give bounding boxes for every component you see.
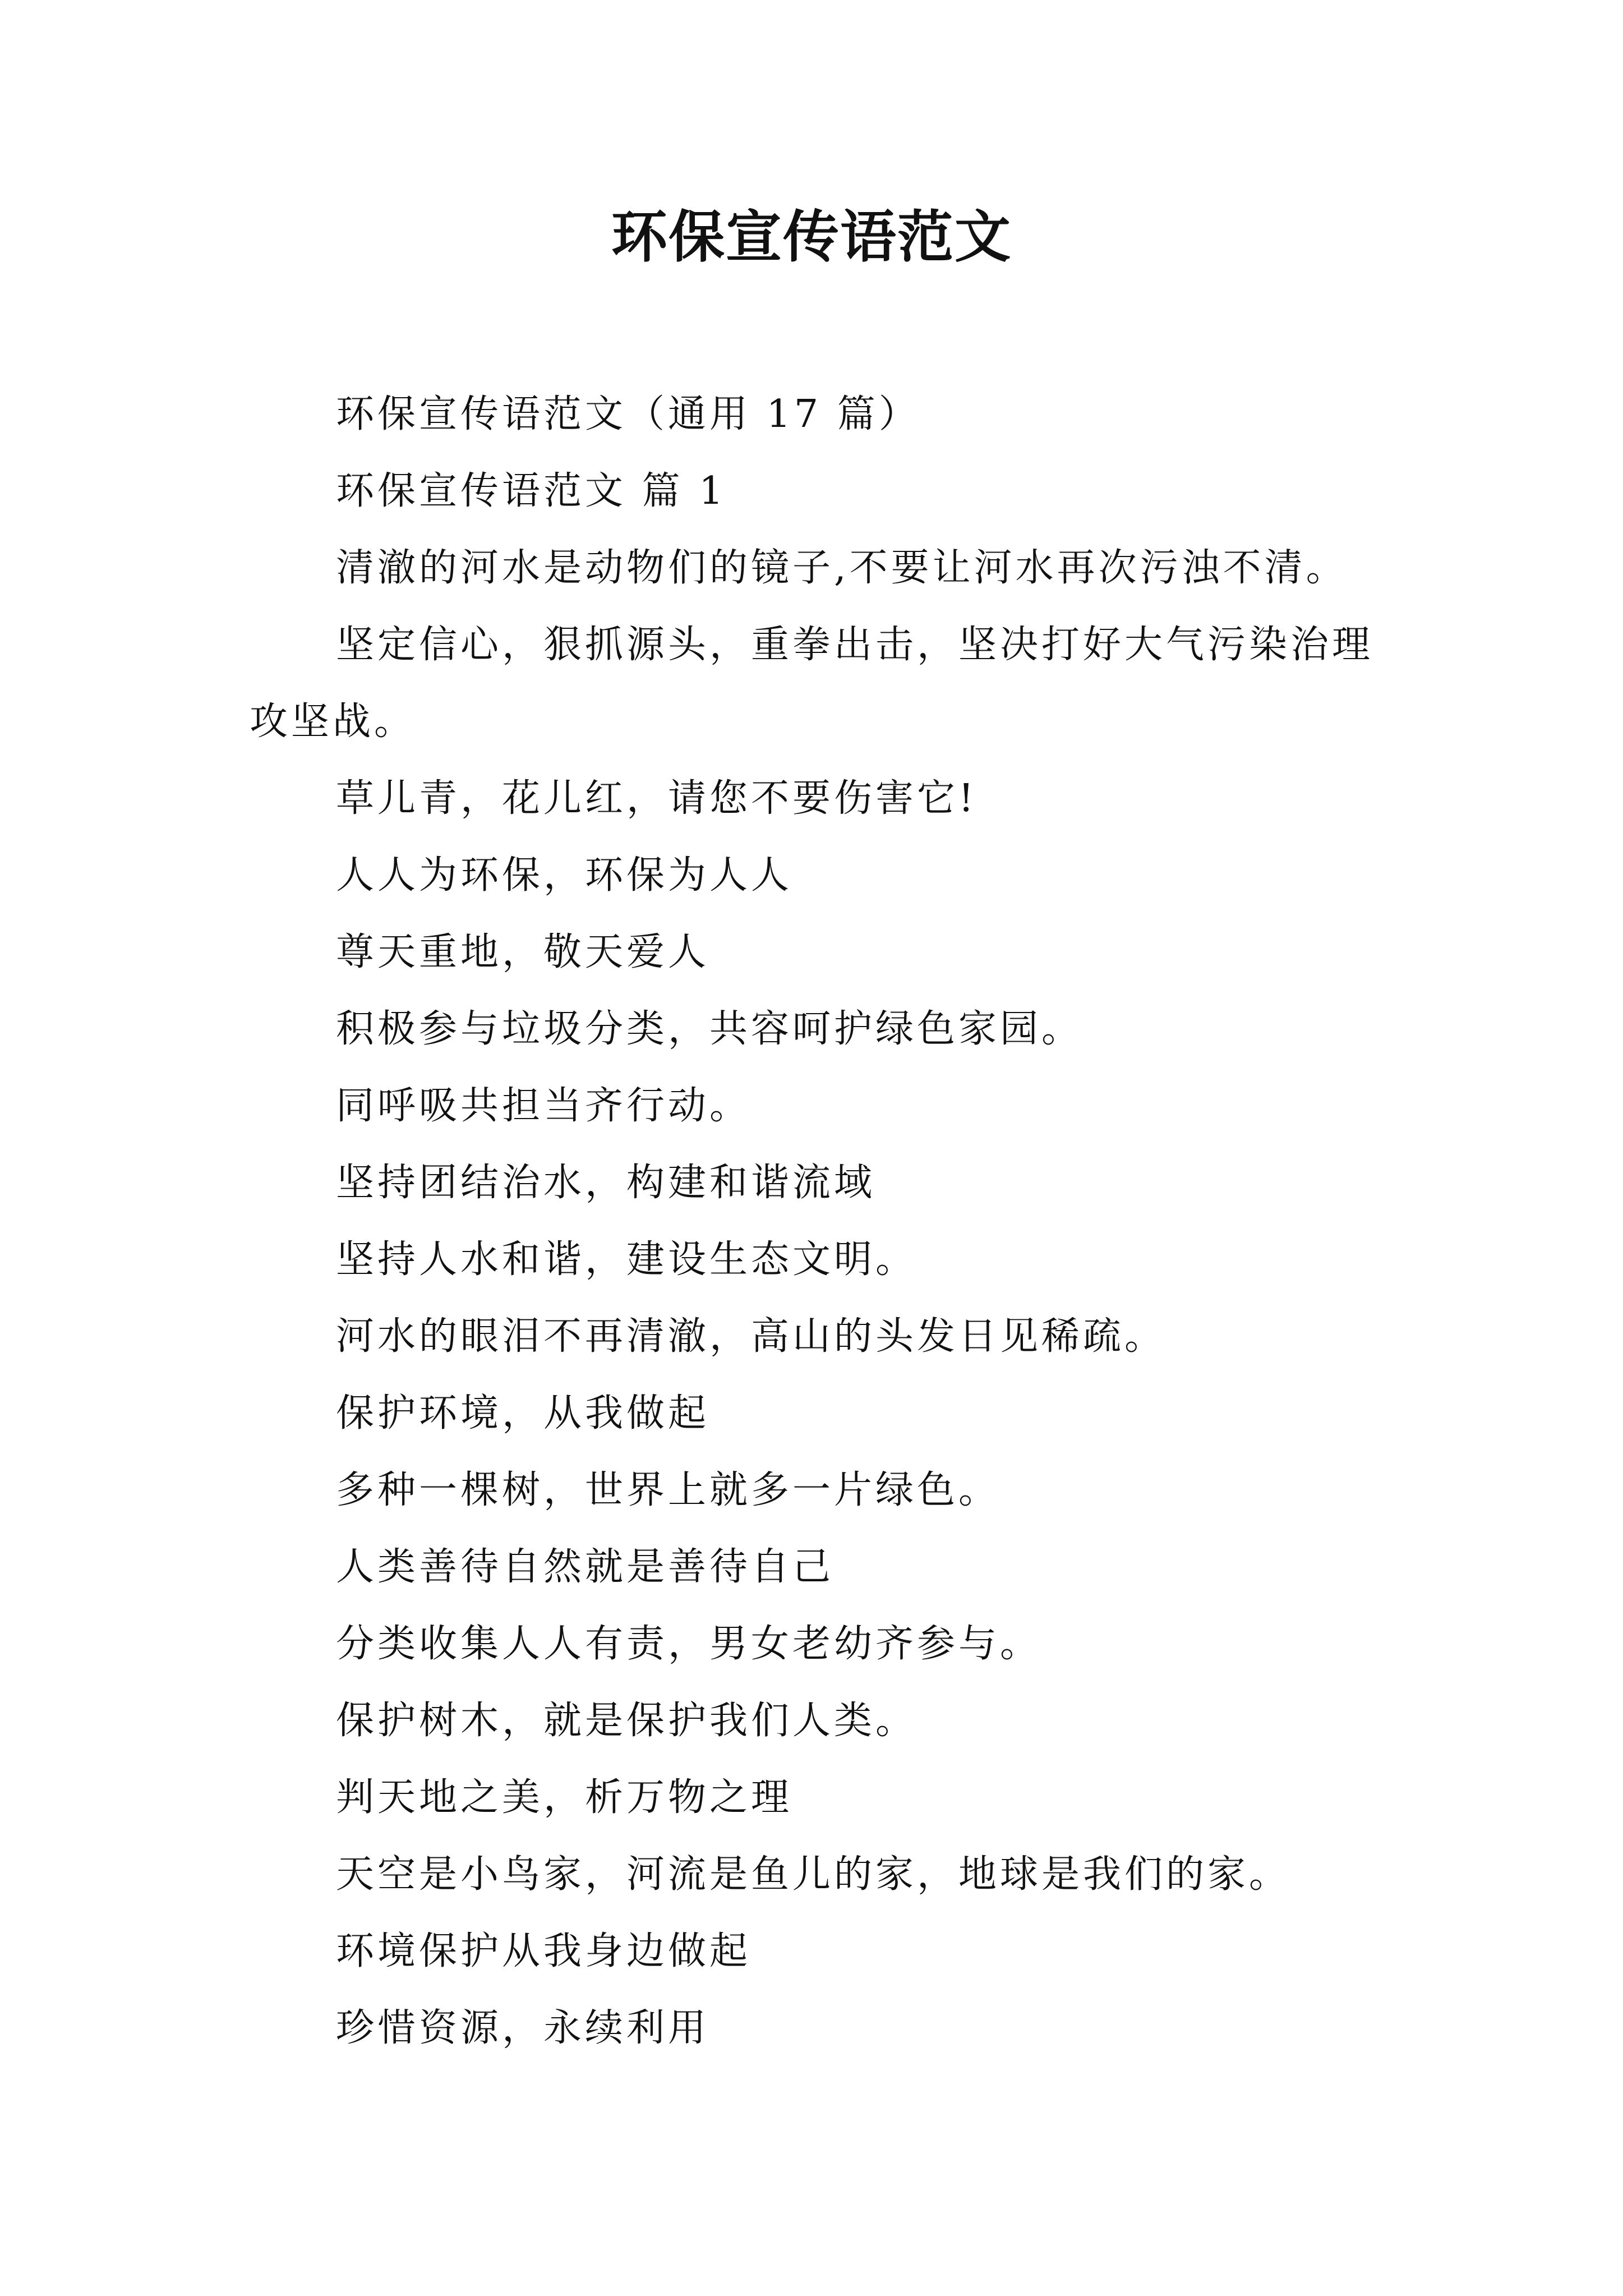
paragraph: 保护环境，从我做起 xyxy=(336,1391,710,1435)
paragraph: 多种一棵树，世界上就多一片绿色。 xyxy=(336,1468,1000,1512)
paragraph: 珍惜资源，永续利用 xyxy=(336,2006,710,2050)
document-title: 环保宣传语范文 xyxy=(611,204,1012,270)
paragraph: 尊天重地，敬天爱人 xyxy=(336,930,710,974)
document-body xyxy=(250,376,1394,2067)
paragraph: 同呼吸共担当齐行动。 xyxy=(336,1084,751,1128)
paragraph: 环保宣传语范文（通用 17 篇） xyxy=(336,392,920,436)
paragraph: 坚持团结治水，构建和谐流域 xyxy=(336,1161,876,1205)
paragraph: 判天地之美，析万物之理 xyxy=(336,1775,793,1820)
paragraph: 坚定信心，狠抓源头，重拳出击，坚决打好大气污染治理攻坚战。 xyxy=(250,623,1374,744)
paragraph: 人人为环保，环保为人人 xyxy=(336,853,793,898)
paragraph: 环境保护从我身边做起 xyxy=(336,1929,751,1973)
paragraph: 清澈的河水是动物们的镜子,不要让河水再次污浊不清。 xyxy=(336,546,1348,590)
paragraph: 环保宣传语范文 篇 1 xyxy=(336,469,727,513)
paragraph: 保护树木，就是保护我们人类。 xyxy=(336,1699,917,1743)
paragraph: 分类收集人人有责，男女老幼齐参与。 xyxy=(336,1622,1042,1666)
paragraph: 草儿青，花儿红，请您不要伤害它! xyxy=(336,776,978,821)
paragraph: 河水的眼泪不再清澈，高山的头发日见稀疏。 xyxy=(336,1314,1166,1359)
paragraph: 天空是小鸟家，河流是鱼儿的家，地球是我们的家。 xyxy=(336,1852,1291,1897)
paragraph: 人类善待自然就是善待自己 xyxy=(336,1545,834,1589)
paragraph: 坚持人水和谐，建设生态文明。 xyxy=(336,1237,917,1282)
paragraph: 积极参与垃圾分类，共容呵护绿色家园。 xyxy=(336,1007,1083,1051)
